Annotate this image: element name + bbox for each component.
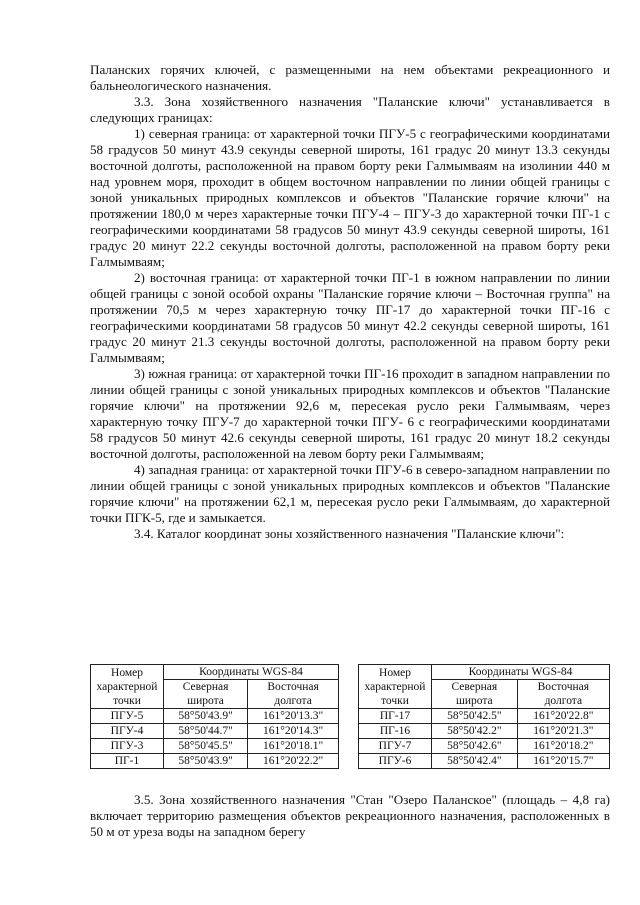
header-lat: Северная широта [432, 680, 518, 709]
document-body [90, 62, 610, 542]
cell-lat: 58°50'45.5" [164, 739, 248, 754]
header-lat: Северная широта [164, 680, 248, 709]
table-row [91, 709, 339, 724]
paragraph-3-5: 3.5. Зона хозяйственного назначения "Стан "Озеро Паланское" (площадь – 4,8 га) включает территорию размещения объектов рекреационного назначения, расположенных в 50 м от уреза воды на западном берегу [90, 792, 610, 839]
table-row [359, 739, 610, 754]
cell-lat: 58°50'43.9" [164, 709, 248, 724]
cell-lat: 58°50'44.7" [164, 724, 248, 739]
cell-lon: 161°20'18.1" [248, 739, 339, 754]
coordinates-table-right [358, 664, 610, 769]
table-row [359, 709, 610, 724]
paragraph-3-4: 3.4. Каталог координат зоны хозяйственного назначения "Паланские ключи": [134, 526, 565, 541]
cell-point: ПГ-17 [359, 709, 432, 724]
cell-lon: 161°20'22.8" [517, 709, 609, 724]
coordinates-catalog [90, 664, 610, 776]
cell-point: ПГУ-6 [359, 754, 432, 769]
header-coords: Координаты WGS-84 [432, 665, 610, 680]
paragraph-south-boundary: 3) южная граница: от характерной точки ПГ-16 проходит в западном направлении по линии общей границы с зоной уникальных природных комплексов и объектов "Паланские горячие ключи" на протяжении 92,6 м, пересекая русло реки Галмымваям, через характерную точку ПГУ-7 до характерной точки ПГУ- 6 с географическими координатами 58 градусов 50 минут 42.6 секунды северной широты, 161 градус 20 минут 18.2 секунды восточной долготы, расположенной на левом борту реки Галмымваям; [90, 366, 610, 461]
cell-lon: 161°20'14.3" [248, 724, 339, 739]
cell-lat: 58°50'42.6" [432, 739, 518, 754]
header-point: Номер характерной точки [359, 665, 432, 709]
table-row [91, 739, 339, 754]
cell-point: ПГУ-3 [91, 739, 164, 754]
coordinates-table-left [90, 664, 339, 769]
header-lon: Восточная долгота [517, 680, 609, 709]
cell-lon: 161°20'21.3" [517, 724, 609, 739]
cell-point: ПГ-16 [359, 724, 432, 739]
cell-lon: 161°20'15.7" [517, 754, 609, 769]
paragraph-north-boundary: 1) северная граница: от характерной точки ПГУ-5 с географическими координатами 58 градусов 50 минут 43.9 секунды северной широты, 161 градус 20 минут 13.3 секунды восточной долготы, расположенной на правом борту реки Галмымваям на изолинии 440 м над уровнем моря, проходит в общем восточном направлении по линии общей границы с зоной уникальных природных комплексов и объектов "Паланские горячие ключи" на протяжении 180,0 м через характерные точки ПГУ-4 – ПГУ-3 до характерной точки ПГ-1 с географическими координатами 58 градусов 50 минут 43.9 секунды северной широты, 161 градус 20 минут 22.2 секунды восточной долготы, расположенной на правом борту реки Галмымваям; [90, 126, 610, 269]
cell-point: ПГУ-5 [91, 709, 164, 724]
header-coords: Координаты WGS-84 [164, 665, 339, 680]
cell-lat: 58°50'42.5" [432, 709, 518, 724]
header-lon: Восточная долгота [248, 680, 339, 709]
cell-lat: 58°50'42.2" [432, 724, 518, 739]
paragraph-intro: Паланских горячих ключей, с размещенными на нем объектами рекреационного и бальнеологического назначения. [90, 62, 610, 93]
paragraph-3-3: 3.3. Зона хозяйственного назначения "Паланские ключи" устанавливается в следующих границах: [90, 94, 610, 125]
cell-point: ПГУ-4 [91, 724, 164, 739]
table-row [91, 754, 339, 769]
header-point: Номер характерной точки [91, 665, 164, 709]
cell-point: ПГ-1 [91, 754, 164, 769]
cell-lat: 58°50'43.9" [164, 754, 248, 769]
paragraph-east-boundary: 2) восточная граница: от характерной точки ПГ-1 в южном направлении по линии общей границы с зоной особой охраны "Паланские горячие ключи – Восточная группа" на протяжении 70,5 м через характерную точку ПГ-17 до характерной точки ПГ-16 с географическими координатами 58 градусов 50 минут 42.2 секунды северной широты, 161 градус 20 минут 21.3 секунды восточной долготы, расположенной на правом борту реки Галмымваям; [90, 270, 610, 365]
table-row [359, 724, 610, 739]
cell-lat: 58°50'42.4" [432, 754, 518, 769]
section-3-5 [90, 792, 610, 840]
paragraph-west-boundary: 4) западная граница: от характерной точки ПГУ-6 в северо-западном направлении по линии общей границы с зоной уникальных природных комплексов и объектов "Паланские горячие ключи" на протяжении 62,1 м, пересекая русло реки Галмымваям, до характерной точки ПГК-5, где и замыкается. [90, 462, 610, 525]
table-row [359, 754, 610, 769]
cell-lon: 161°20'22.2" [248, 754, 339, 769]
cell-lon: 161°20'18.2" [517, 739, 609, 754]
cell-point: ПГУ-7 [359, 739, 432, 754]
cell-lon: 161°20'13.3" [248, 709, 339, 724]
table-row [91, 724, 339, 739]
